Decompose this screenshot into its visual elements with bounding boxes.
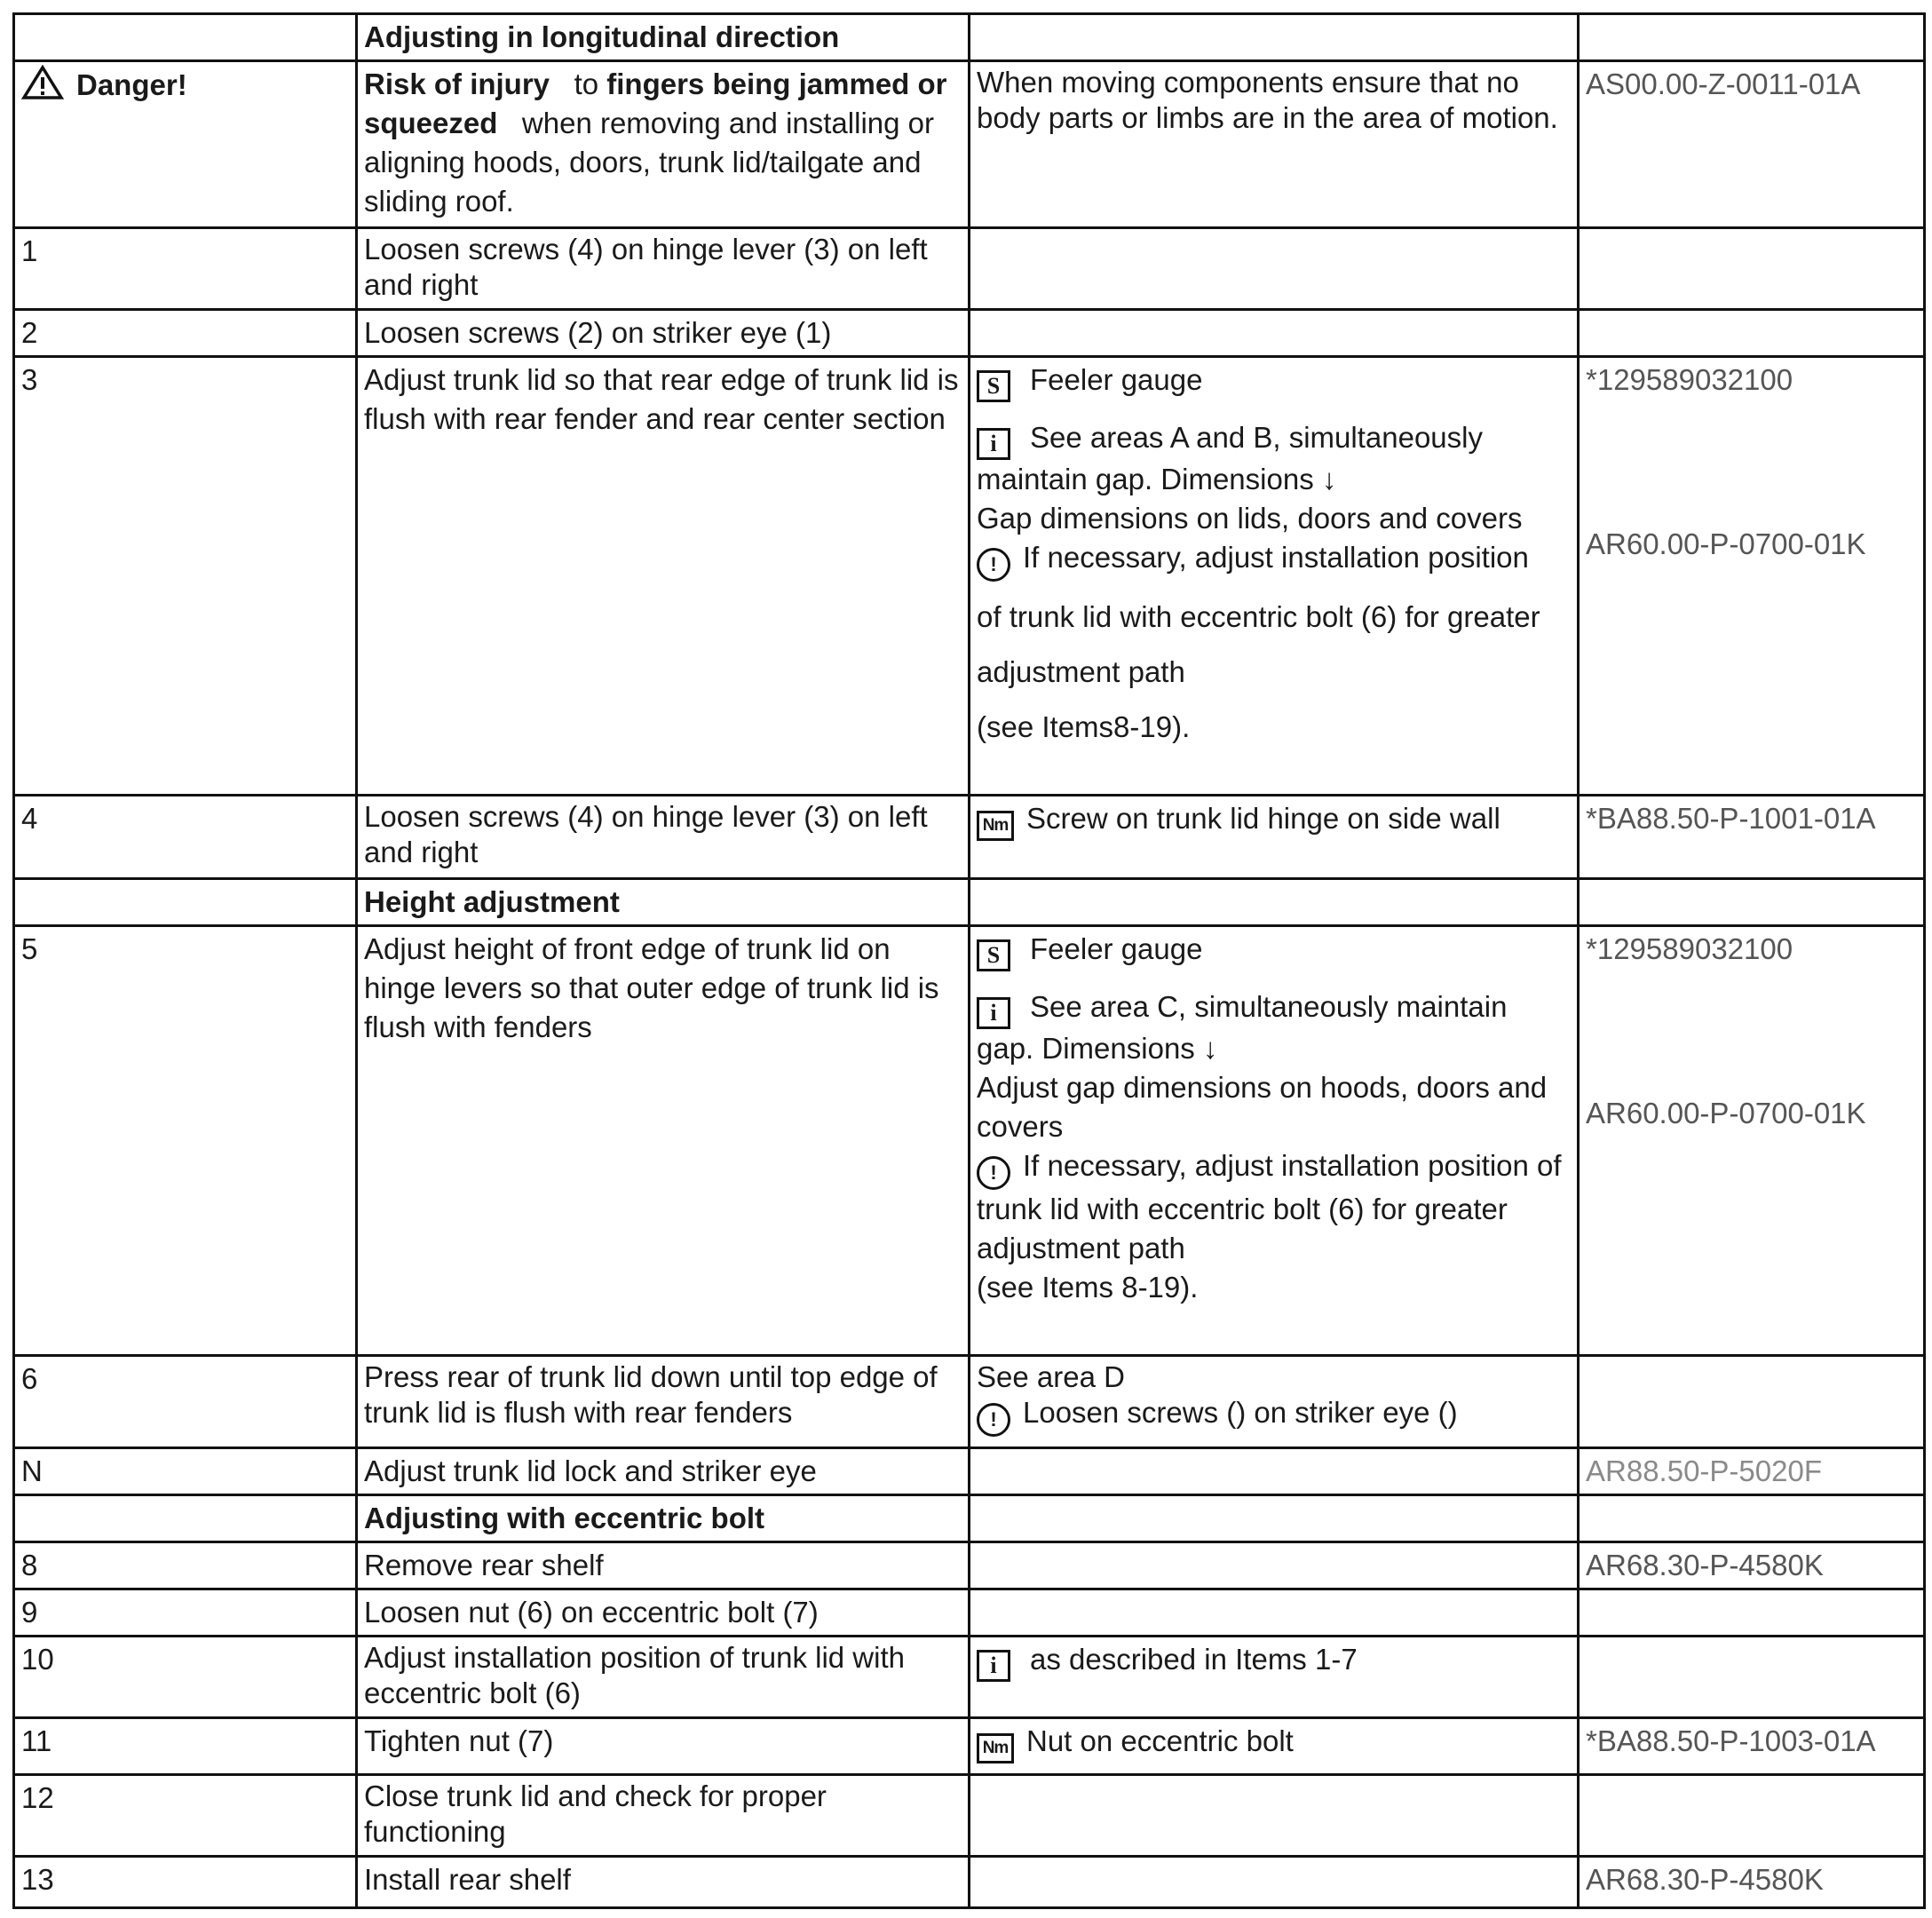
- cell: [1579, 1589, 1925, 1637]
- note-text: Loosen screws () on striker eye (): [1023, 1396, 1458, 1429]
- step-text: Loosen screws (4) on hinge lever (3) on left and right: [357, 796, 970, 879]
- torque-icon: Nm: [977, 1733, 1014, 1763]
- step-text: Close trunk lid and check for proper functioning: [357, 1775, 970, 1857]
- danger-text: [357, 61, 970, 228]
- risk-bold-1: Risk of injury: [364, 67, 550, 100]
- step-text: Press rear of trunk lid down until top edge of trunk lid is flush with rear fenders: [357, 1356, 970, 1448]
- step-number: 3: [14, 357, 357, 796]
- step-row: [14, 1542, 1925, 1589]
- cell: [1579, 1495, 1925, 1542]
- danger-note: When moving components ensure that no body parts or limbs are in the area of motion.: [970, 61, 1579, 228]
- step-row: [14, 1857, 1925, 1908]
- risk-rest: when removing and installing or aligning hoods, doors, trunk lid/tailgate and sliding roof.: [364, 107, 935, 218]
- step-text: Remove rear shelf: [357, 1542, 970, 1589]
- reference-link[interactable]: AR60.00-P-0700-01K: [1586, 527, 1866, 560]
- tool-part-number: *129589032100: [1586, 932, 1793, 965]
- section-row-eccentric: [14, 1495, 1925, 1542]
- section-title: Height adjustment: [357, 879, 970, 926]
- step-text: Adjust trunk lid so that rear edge of trunk lid is flush with rear fender and rear center section: [357, 357, 970, 796]
- info-link[interactable]: Adjust gap dimensions on hoods, doors and covers: [977, 1071, 1548, 1143]
- step-text: Adjust height of front edge of trunk lid on hinge levers so that outer edge of trunk lid is flush with fenders: [357, 926, 970, 1356]
- step-row: [14, 926, 1925, 1356]
- step-details: [970, 357, 1579, 796]
- note-text-2: of trunk lid with eccentric bolt (6) for greater: [977, 600, 1540, 633]
- step-number: 1: [14, 228, 357, 310]
- note-text-3: adjustment path: [977, 655, 1185, 688]
- section-row-longitudinal: [14, 14, 1925, 61]
- cell: [1579, 1637, 1925, 1718]
- step-row: [14, 1589, 1925, 1637]
- cell: [14, 879, 357, 926]
- cell: [970, 1448, 1579, 1495]
- ref-cell: [1579, 357, 1925, 796]
- arrow-down-icon: ↓: [1202, 1032, 1218, 1065]
- step-text: Loosen screws (4) on hinge lever (3) on left and right: [357, 228, 970, 310]
- tool-part-number: *129589032100: [1586, 363, 1793, 396]
- step-row: [14, 1356, 1925, 1448]
- step-number: 13: [14, 1857, 357, 1908]
- cell: [970, 1495, 1579, 1542]
- step-row: [14, 1718, 1925, 1775]
- note-text-2: (see Items 8-19).: [977, 1271, 1199, 1304]
- danger-cell: [14, 61, 357, 228]
- risk-mid: to: [574, 67, 599, 100]
- cell: [970, 228, 1579, 310]
- step-number: 11: [14, 1718, 357, 1775]
- step-number: 2: [14, 310, 357, 357]
- step-details: [970, 926, 1579, 1356]
- note-text-1: If necessary, adjust installation position: [1023, 541, 1529, 574]
- wrench-tool-icon: S: [977, 939, 1010, 971]
- ref-cell: [1579, 926, 1925, 1356]
- cell: [970, 14, 1579, 61]
- cell: [1579, 228, 1925, 310]
- step-row: [14, 1637, 1925, 1718]
- risk-bold-2: fingers being jammed or squeezed: [364, 67, 947, 139]
- info-text: See area C, simultaneously maintain gap. Dimensions: [977, 990, 1508, 1065]
- danger-row: [14, 61, 1925, 228]
- step-number: 12: [14, 1775, 357, 1857]
- note-icon: !: [977, 1156, 1010, 1190]
- torque-ref[interactable]: *BA88.50-P-1001-01A: [1579, 796, 1925, 879]
- cell: [14, 14, 357, 61]
- cell: [970, 310, 1579, 357]
- see-area-text: See area D: [977, 1360, 1125, 1393]
- info-text: as described in Items 1-7: [1030, 1643, 1358, 1676]
- reference-link[interactable]: AR88.50-P-5020F: [1579, 1448, 1925, 1495]
- tool-label: Feeler gauge: [1030, 363, 1203, 396]
- reference-link[interactable]: AR60.00-P-0700-01K: [1586, 1097, 1866, 1129]
- step-number: 8: [14, 1542, 357, 1589]
- note-icon: !: [977, 1403, 1010, 1437]
- info-icon: i: [977, 997, 1010, 1029]
- section-row-height: [14, 879, 1925, 926]
- info-icon: i: [977, 1650, 1010, 1682]
- info-icon: i: [977, 428, 1010, 460]
- step-text: Loosen nut (6) on eccentric bolt (7): [357, 1589, 970, 1637]
- cell: [1579, 879, 1925, 926]
- step-number: 9: [14, 1589, 357, 1637]
- torque-text: Screw on trunk lid hinge on side wall: [1026, 802, 1500, 835]
- step-number: 10: [14, 1637, 357, 1718]
- step-number: N: [14, 1448, 357, 1495]
- torque-icon: Nm: [977, 811, 1014, 841]
- cell: [1579, 310, 1925, 357]
- note-text-4: (see Items8-19).: [977, 710, 1191, 743]
- step-row: [14, 228, 1925, 310]
- step-text: Install rear shelf: [357, 1857, 970, 1908]
- cell: [970, 1857, 1579, 1908]
- step-number: 4: [14, 796, 357, 879]
- torque-ref[interactable]: *BA88.50-P-1003-01A: [1579, 1718, 1925, 1775]
- step-row: [14, 310, 1925, 357]
- info-text: See areas A and B, simultaneously maintain gap. Dimensions: [977, 421, 1483, 495]
- step-number: 5: [14, 926, 357, 1356]
- procedure-table: [12, 12, 1926, 1909]
- cell: [14, 1495, 357, 1542]
- cell: [970, 1589, 1579, 1637]
- reference-link[interactable]: AR68.30-P-4580K: [1579, 1857, 1925, 1908]
- info-link[interactable]: Gap dimensions on lids, doors and covers: [977, 502, 1523, 535]
- cell: [970, 1542, 1579, 1589]
- cell: [970, 879, 1579, 926]
- wrench-tool-icon: S: [977, 370, 1010, 402]
- torque-cell: [970, 1718, 1579, 1775]
- warning-triangle-icon: [21, 65, 64, 100]
- step-row: [14, 796, 1925, 879]
- cell: [1579, 14, 1925, 61]
- info-cell: [970, 1637, 1579, 1718]
- torque-cell: [970, 796, 1579, 879]
- cell: [970, 1775, 1579, 1857]
- danger-ref: AS00.00-Z-0011-01A: [1579, 61, 1925, 228]
- danger-label: Danger!: [76, 68, 187, 101]
- torque-text: Nut on eccentric bolt: [1026, 1724, 1294, 1757]
- reference-link[interactable]: AR68.30-P-4580K: [1579, 1542, 1925, 1589]
- note-icon: !: [977, 548, 1010, 582]
- section-title: Adjusting in longitudinal direction: [357, 14, 970, 61]
- step-row: [14, 1448, 1925, 1495]
- step-text: Tighten nut (7): [357, 1718, 970, 1775]
- section-title: Adjusting with eccentric bolt: [357, 1495, 970, 1542]
- step-row: [14, 1775, 1925, 1857]
- step-text: Adjust trunk lid lock and striker eye: [357, 1448, 970, 1495]
- note-text-1: If necessary, adjust installation position of trunk lid with eccentric bolt (6) for greater adjustment path: [977, 1149, 1562, 1264]
- step-text: Adjust installation position of trunk lid with eccentric bolt (6): [357, 1637, 970, 1718]
- arrow-down-icon: ↓: [1321, 463, 1337, 495]
- step-text: Loosen screws (2) on striker eye (1): [357, 310, 970, 357]
- step-number: 6: [14, 1356, 357, 1448]
- tool-label: Feeler gauge: [1030, 932, 1203, 965]
- cell: [1579, 1356, 1925, 1448]
- step-details: [970, 1356, 1579, 1448]
- step-row: [14, 357, 1925, 796]
- cell: [1579, 1775, 1925, 1857]
